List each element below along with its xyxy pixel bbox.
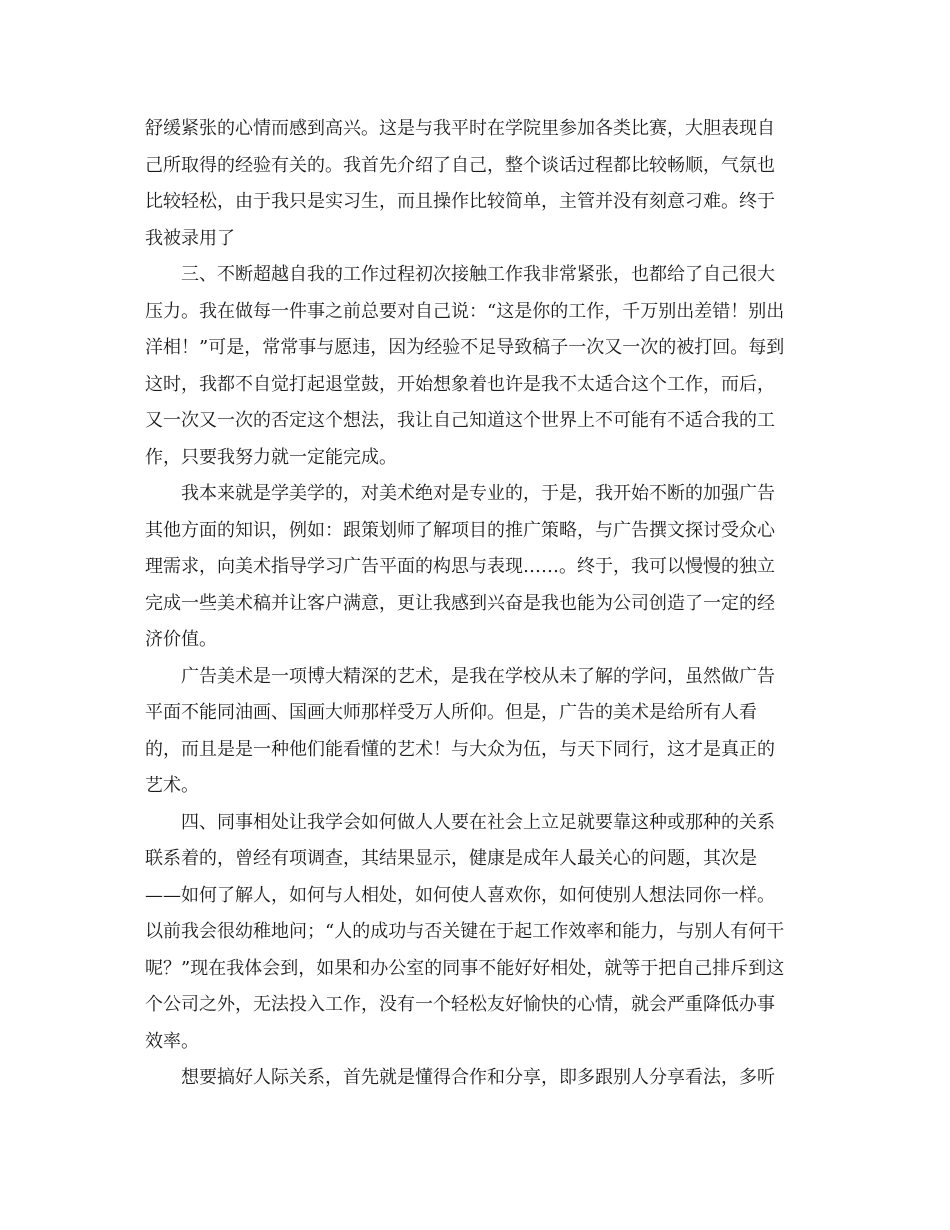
- paragraph-1: [145, 111, 805, 257]
- paragraph-5: [145, 805, 805, 1061]
- text-line: 我本来就是学美学的，对美术绝对是专业的，于是，我开始不断的加强广告: [181, 483, 775, 504]
- document-body: [145, 111, 805, 1097]
- text-line: 济价值。: [145, 629, 217, 650]
- paragraph-4: [145, 659, 805, 805]
- text-line: 洋相！”可是，常常事与愿违，因为经验不足导致稿子一次又一次的被打回。每到: [145, 337, 785, 358]
- text-line: 以前我会很幼稚地问；“人的成功与否关键在于起工作效率和能力，与别人有何干: [145, 921, 785, 942]
- text-line: 想要搞好人际关系，首先就是懂得合作和分享，即多跟别人分享看法，多听: [181, 1067, 775, 1088]
- text-line: 我被录用了: [145, 227, 235, 249]
- text-line: 联系着的，曾经有项调查，其结果显示，健康是成年人最关心的问题，其次是: [145, 848, 757, 869]
- text-line: 理需求，向美术指导学习广告平面的构思与表现……。终于，我可以慢慢的独立: [145, 556, 775, 577]
- text-line: 比较轻松，由于我只是实习生，而且操作比较简单，主管并没有刻意刁难。终于: [145, 191, 775, 212]
- text-line: 作，只要我努力就一定能完成。: [145, 446, 397, 468]
- text-line: 四、同事相处让我学会如何做人人要在社会上立足就要靠这种或那种的关系: [181, 811, 775, 833]
- text-line: 完成一些美术稿并让客户满意，更让我感到兴奋是我也能为公司创造了一定的经: [145, 592, 775, 614]
- text-line: 这时，我都不自觉打起退堂鼓，开始想象着也许是我不太适合这个工作，而后，: [145, 373, 775, 395]
- text-line: 个公司之外，无法投入工作，没有一个轻松友好愉快的心情，就会严重降低办事: [145, 994, 775, 1015]
- paragraph-6: [145, 1060, 805, 1097]
- text-line: ——如何了解人，如何与人相处，如何使人喜欢你，如何使别人想法同你一样。: [145, 884, 775, 906]
- text-line: 三、不断超越自我的工作过程初次接触工作我非常紧张，也都给了自己很大: [181, 264, 775, 285]
- text-line: 舒缓紧张的心情而感到高兴。这是与我平时在学院里参加各类比赛，大胆表现自: [145, 118, 775, 139]
- text-line: 艺术。: [145, 775, 199, 796]
- text-line: 广告美术是一项博大精深的艺术，是我在学校从未了解的学问，虽然做广告: [181, 665, 775, 687]
- text-line: 的，而且是是一种他们能看懂的艺术！与大众为伍，与天下同行，这才是真正的: [145, 738, 775, 760]
- text-line: 己所取得的经验有关的。我首先介绍了自己，整个谈话过程都比较畅顺，气氛也: [145, 154, 775, 176]
- text-line: 平面不能同油画、国画大师那样受万人所仰。但是，广告的美术是给所有人看: [145, 702, 757, 723]
- text-line: 又一次又一次的否定这个想法，我让自己知道这个世界上不可能有不适合我的工: [145, 410, 775, 431]
- text-line: 呢？”现在我体会到，如果和办公室的同事不能好好相处，就等于把自己排斥到这: [145, 957, 785, 979]
- text-line: 效率。: [145, 1030, 199, 1052]
- paragraph-2: [145, 257, 805, 476]
- text-line: 压力。我在做每一件事之前总要对自己说：“这是你的工作，千万别出差错！别出: [145, 300, 785, 322]
- text-line: 其他方面的知识，例如：跟策划师了解项目的推广策略，与广告撰文探讨受众心: [145, 519, 775, 541]
- paragraph-3: [145, 476, 805, 659]
